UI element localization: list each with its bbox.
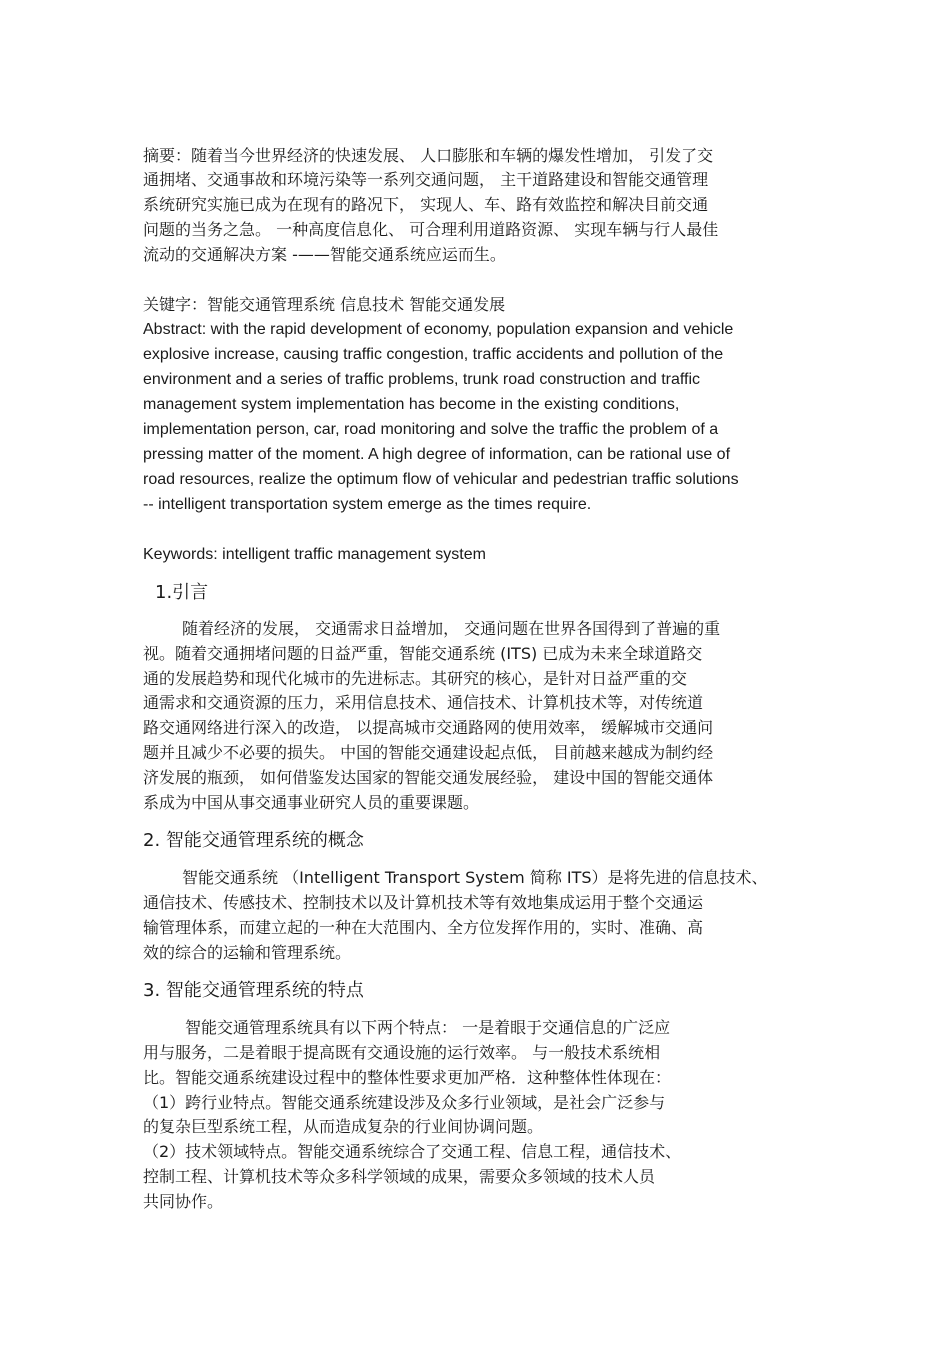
abstract-cn-line: 摘要：随着当今世界经济的快速发展、 人口膨胀和车辆的爆发性增加， 引发了交	[143, 146, 714, 165]
abstract-en-line: explosive increase, causing traffic congestion, traffic accidents and pollution of the	[143, 346, 724, 363]
paragraph-line: 比。智能交通系统建设过程中的整体性要求更加严格．这种整体性体现在：	[143, 1068, 672, 1087]
abstract-en-line: implementation person, car, road monitoring and solve the traffic the problem of a	[143, 421, 719, 438]
keywords-en: Keywords: intelligent traffic management system	[143, 546, 486, 563]
section-heading: 3. 智能交通管理系统的特点	[143, 980, 364, 1001]
abstract-cn-line: 问题的当务之急。 一种高度信息化、 可合理利用道路资源、 实现车辆与行人最佳	[143, 220, 719, 239]
abstract-en-line: pressing matter of the moment. A high degree of information, can be rational use of	[143, 446, 731, 463]
paragraph-line: 路交通网络进行深入的改造， 以提高城市交通路网的使用效率， 缓解城市交通问	[143, 718, 714, 737]
paragraph-line: 控制工程、计算机技术等众多科学领域的成果，需要众多领域的技术人员	[143, 1167, 656, 1186]
abstract-cn-line: 通拥堵、交通事故和环境污染等一系列交通问题， 主干道路建设和智能交通管理	[143, 170, 709, 189]
paragraph-line: 通的发展趋势和现代化城市的先进标志。其研究的核心，是针对日益严重的交	[143, 669, 688, 688]
paragraph-line: 济发展的瓶颈， 如何借鉴发达国家的智能交通发展经验， 建设中国的智能交通体	[143, 768, 714, 787]
section-heading: 2. 智能交通管理系统的概念	[143, 830, 364, 851]
abstract-en-line: management system implementation has become in the existing conditions,	[143, 396, 680, 413]
paragraph-line: 智能交通系统 （Intelligent Transport System 简称 ITS）是将先进的信息技术、	[182, 868, 768, 887]
abstract-cn-line: 流动的交通解决方案 -——智能交通系统应运而生。	[143, 245, 506, 264]
paragraph-line: 智能交通管理系统具有以下两个特点： 一是着眼于交通信息的广泛应	[185, 1018, 671, 1037]
paragraph-line: 随着经济的发展， 交通需求日益增加， 交通问题在世界各国得到了普遍的重	[182, 619, 721, 638]
paragraph-line: 题并且减少不必要的损失。 中国的智能交通建设起点低， 目前越来越成为制约经	[143, 743, 714, 762]
abstract-en-line: -- intelligent transportation system emerge as the times require.	[143, 496, 592, 513]
paragraph-line: （1）跨行业特点。智能交通系统建设涉及众多行业领域，是社会广泛参与	[143, 1093, 666, 1112]
abstract-en-line: Abstract: with the rapid development of economy, population expansion and vehicle	[143, 321, 734, 338]
abstract-en-line: road resources, realize the optimum flow of vehicular and pedestrian traffic solutions	[143, 471, 739, 488]
paragraph-line: 的复杂巨型系统工程，从而造成复杂的行业间协调问题。	[143, 1117, 544, 1136]
paragraph-line: 输管理体系，而建立起的一种在大范围内、全方位发挥作用的，实时、准确、高	[143, 918, 704, 937]
paragraph-line: （2）技术领域特点。智能交通系统综合了交通工程、信息工程，通信技术、	[143, 1142, 682, 1161]
paragraph-line: 通需求和交通资源的压力，采用信息技术、通信技术、计算机技术等，对传统道	[143, 693, 704, 712]
paragraph-line: 共同协作。	[143, 1192, 224, 1211]
paragraph-line: 用与服务，二是着眼于提高既有交通设施的运行效率。 与一般技术系统相	[143, 1043, 661, 1062]
paragraph-line: 视。随着交通拥堵问题的日益严重，智能交通系统 (ITS) 已成为未来全球道路交	[143, 644, 703, 663]
paragraph-line: 通信技术、传感技术、控制技术以及计算机技术等有效地集成运用于整个交通运	[143, 893, 704, 912]
abstract-cn-line: 系统研究实施已成为在现有的路况下， 实现人、车、路有效监控和解决目前交通	[143, 195, 709, 214]
section-heading: 1.引言	[155, 582, 209, 603]
abstract-en-line: environment and a series of traffic problems, trunk road construction and traffic	[143, 371, 701, 388]
paragraph-line: 系成为中国从事交通事业研究人员的重要课题。	[143, 793, 480, 812]
paragraph-line: 效的综合的运输和管理系统。	[143, 943, 352, 962]
keywords-cn: 关键字：智能交通管理系统 信息技术 智能交通发展	[143, 295, 506, 314]
